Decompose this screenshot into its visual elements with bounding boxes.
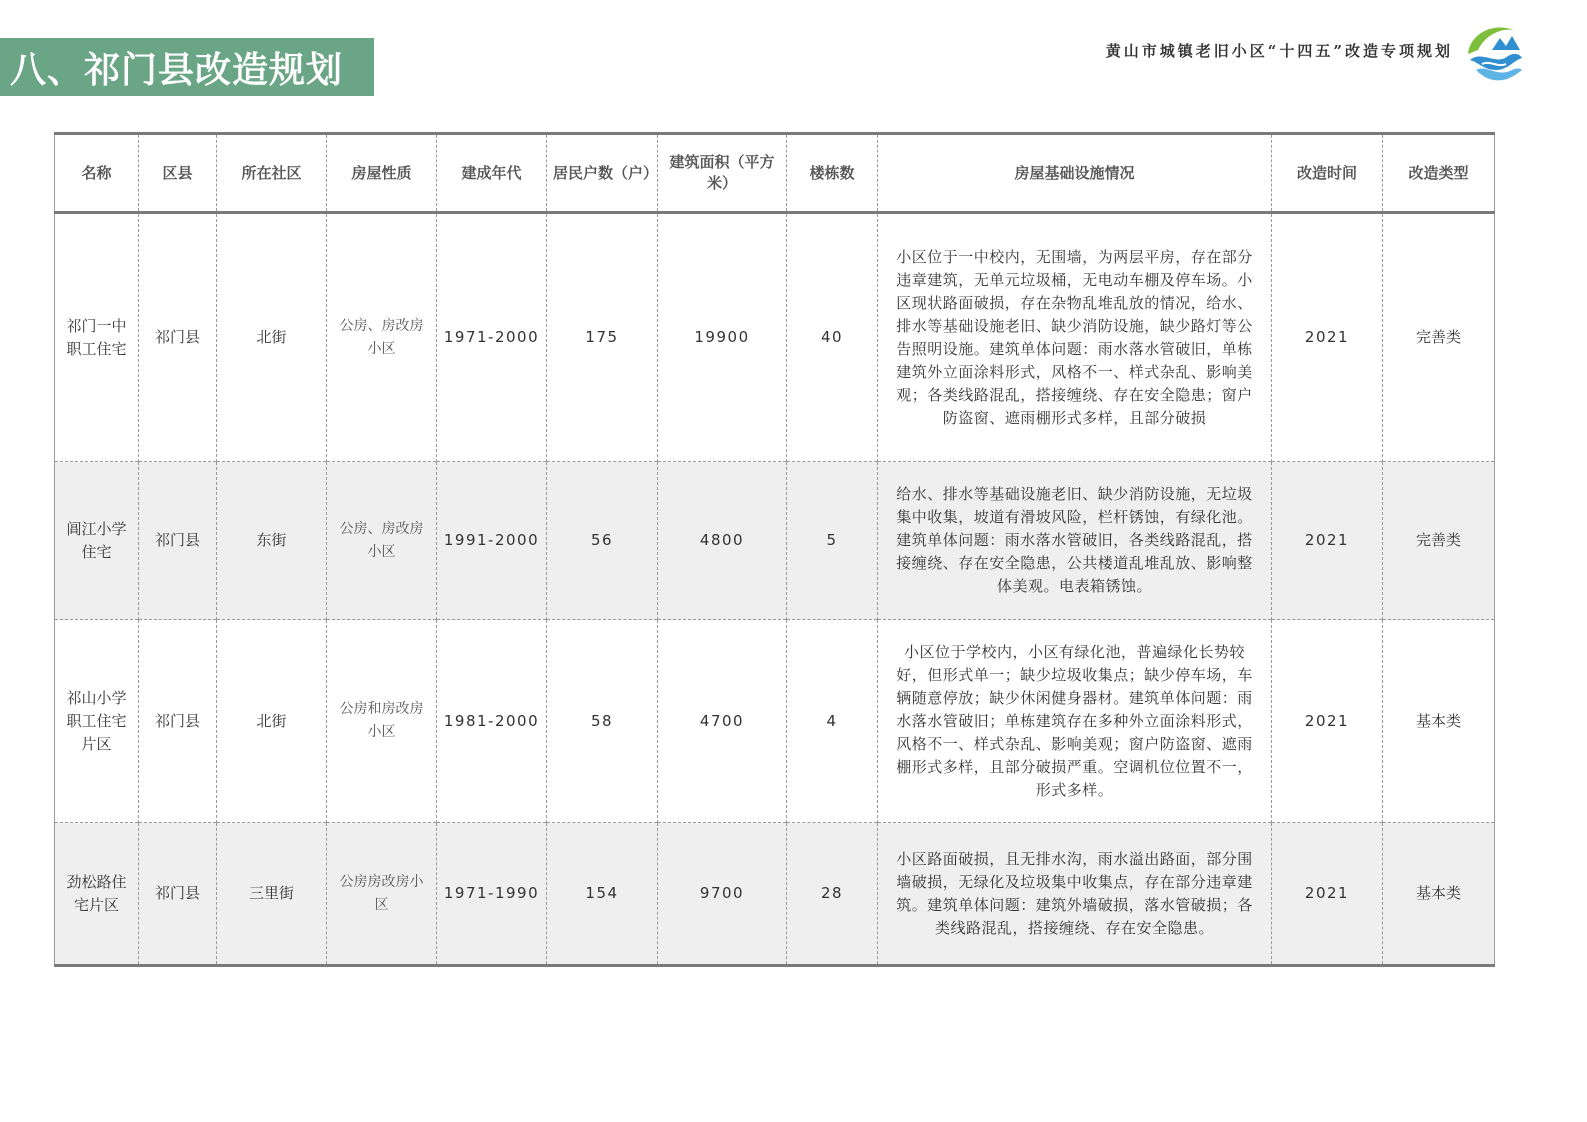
cell-type: 基本类 — [1383, 823, 1495, 966]
cell-property: 公房房改房小区 — [327, 823, 437, 966]
cell-type: 基本类 — [1383, 620, 1495, 823]
cell-built: 1981-2000 — [437, 620, 547, 823]
cell-infrastructure: 小区位于一中校内，无围墙，为两层平房，存在部分违章建筑，无单元垃圾桶，无电动车棚及停车场。小区现状路面破损，存在杂物乱堆乱放的情况，给水、排水等基础设施老旧、缺少消防设施，缺少路灯等公告照明设施。建筑单体问题：雨水落水管破旧，单栋建筑外立面涂料形式，风格不一、样式杂乱、影响美观；各类线路混乱，搭接缠绕、存在安全隐患；窗户防盗窗、遮雨棚形式多样，且部分破损 — [878, 213, 1272, 462]
renovation-plan-table — [54, 132, 1495, 967]
cell-type: 完善类 — [1383, 462, 1495, 620]
table-row — [55, 213, 1495, 462]
column-header-year: 改造时间 — [1272, 134, 1383, 213]
column-header-type: 改造类型 — [1383, 134, 1495, 213]
cell-area: 19900 — [658, 213, 787, 462]
cell-community: 三里街 — [217, 823, 327, 966]
cell-name: 劲松路住宅片区 — [55, 823, 139, 966]
column-header-name: 名称 — [55, 134, 139, 213]
cell-name: 祁山小学职工住宅片区 — [55, 620, 139, 823]
cell-name: 祁门一中职工住宅 — [55, 213, 139, 462]
cell-district: 祁门县 — [139, 620, 217, 823]
cell-area: 4800 — [658, 462, 787, 620]
document-title: 黄山市城镇老旧小区“十四五”改造专项规划 — [1105, 42, 1453, 60]
cell-property: 公房、房改房小区 — [327, 213, 437, 462]
cell-households: 154 — [547, 823, 658, 966]
table-row — [55, 462, 1495, 620]
table-row — [55, 823, 1495, 966]
cell-buildings: 5 — [787, 462, 878, 620]
cell-households: 56 — [547, 462, 658, 620]
column-header-buildings: 楼栋数 — [787, 134, 878, 213]
cell-households: 58 — [547, 620, 658, 823]
cell-district: 祁门县 — [139, 823, 217, 966]
column-header-district: 区县 — [139, 134, 217, 213]
cell-area: 9700 — [658, 823, 787, 966]
column-header-built: 建成年代 — [437, 134, 547, 213]
table-row — [55, 620, 1495, 823]
cell-buildings: 40 — [787, 213, 878, 462]
cell-area: 4700 — [658, 620, 787, 823]
cell-district: 祁门县 — [139, 213, 217, 462]
cell-community: 北街 — [217, 213, 327, 462]
cell-buildings: 28 — [787, 823, 878, 966]
column-header-area: 建筑面积（平方米） — [658, 134, 787, 213]
cell-property: 公房、房改房小区 — [327, 462, 437, 620]
cell-year: 2021 — [1272, 823, 1383, 966]
column-header-community: 所在社区 — [217, 134, 327, 213]
cell-infrastructure: 小区位于学校内，小区有绿化池，普遍绿化长势较好，但形式单一；缺少垃圾收集点；缺少停车场，车辆随意停放；缺少休闲健身器材。建筑单体问题：雨水落水管破旧；单栋建筑存在多种外立面涂料形式，风格不一、样式杂乱、影响美观；窗户防盗窗、遮雨棚形式多样，且部分破损严重。空调机位位置不一，形式多样。 — [878, 620, 1272, 823]
cell-built: 1991-2000 — [437, 462, 547, 620]
cell-households: 175 — [547, 213, 658, 462]
cell-infrastructure: 给水、排水等基础设施老旧、缺少消防设施，无垃圾集中收集，坡道有滑坡风险，栏杆锈蚀，有绿化池。建筑单体问题：雨水落水管破旧，各类线路混乱，搭接缠绕、存在安全隐患，公共楼道乱堆乱放、影响整体美观。电表箱锈蚀。 — [878, 462, 1272, 620]
cell-year: 2021 — [1272, 213, 1383, 462]
cell-year: 2021 — [1272, 620, 1383, 823]
cell-property: 公房和房改房小区 — [327, 620, 437, 823]
column-header-households: 居民户数（户） — [547, 134, 658, 213]
cell-built: 1971-2000 — [437, 213, 547, 462]
wave-mountain-logo-icon — [1462, 20, 1526, 84]
table-header-row — [55, 134, 1495, 213]
cell-buildings: 4 — [787, 620, 878, 823]
section-title: 八、祁门县改造规划 — [10, 49, 344, 91]
cell-year: 2021 — [1272, 462, 1383, 620]
column-header-infrastructure: 房屋基础设施情况 — [878, 134, 1272, 213]
section-title-bar — [0, 38, 374, 96]
cell-community: 东街 — [217, 462, 327, 620]
renovation-plan-table-wrapper — [54, 132, 1494, 967]
cell-community: 北街 — [217, 620, 327, 823]
cell-built: 1971-1990 — [437, 823, 547, 966]
cell-name: 阊江小学住宅 — [55, 462, 139, 620]
cell-type: 完善类 — [1383, 213, 1495, 462]
column-header-property: 房屋性质 — [327, 134, 437, 213]
cell-district: 祁门县 — [139, 462, 217, 620]
cell-infrastructure: 小区路面破损，且无排水沟，雨水溢出路面，部分围墙破损，无绿化及垃圾集中收集点，存在部分违章建筑。建筑单体问题：建筑外墙破损，落水管破损；各类线路混乱，搭接缠绕、存在安全隐患。 — [878, 823, 1272, 966]
